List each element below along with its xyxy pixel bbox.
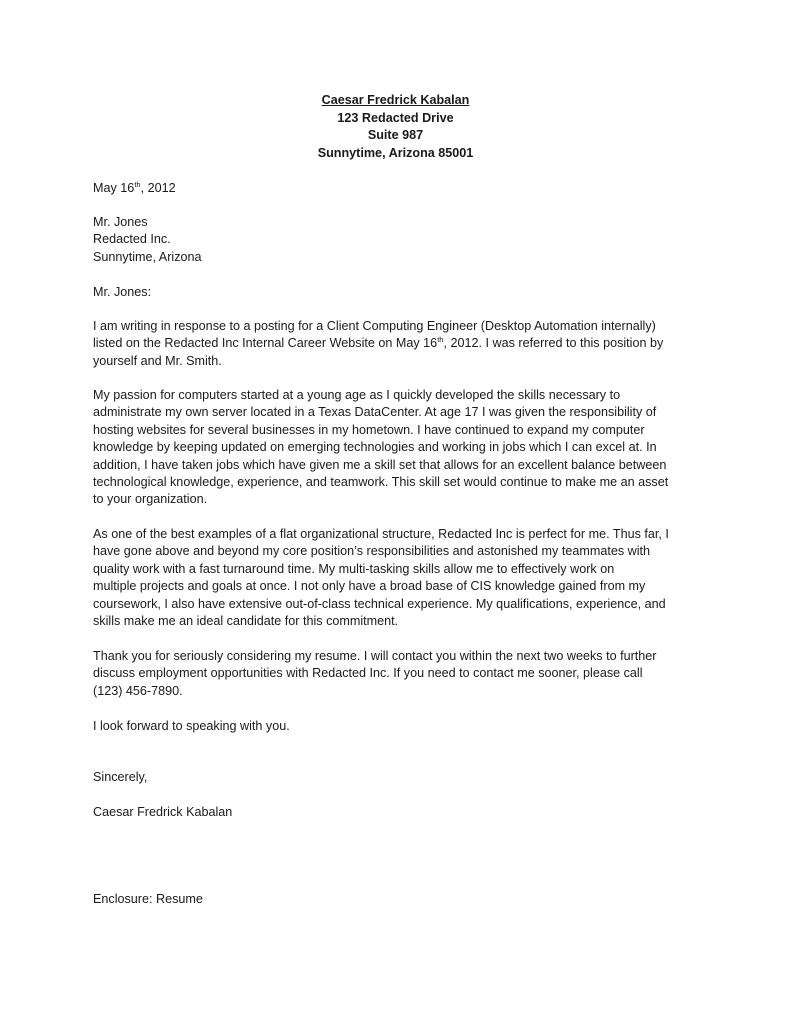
sender-city: Sunnytime, Arizona 85001: [317, 145, 474, 160]
paragraph-line: (123) 456-7890.: [93, 683, 183, 698]
paragraph-line: hosting websites for several businesses in my hometown. I have continued to expand my computer: [93, 422, 645, 437]
paragraph-line: discuss employment opportunities with Redacted Inc. If you need to contact me sooner, please call: [93, 666, 643, 681]
paragraph-line: My passion for computers started at a young age as I quickly developed the skills necessary to: [93, 388, 621, 402]
date-suffix: th: [134, 179, 141, 189]
paragraph-line: quality work with a fast turnaround time. My multi-tasking skills allow me to effectively work on: [93, 561, 615, 576]
closing-line: I look forward to speaking with you.: [93, 719, 290, 733]
recipient-name: Mr. Jones: [93, 215, 148, 229]
enclosure-note: Enclosure: Resume: [93, 892, 203, 906]
paragraph-line: technological knowledge, experience, and teamwork. This skill set would continue to make me an asset: [93, 475, 669, 490]
date-month-day: May 16: [93, 181, 135, 195]
paragraph-passion: [93, 387, 703, 509]
recipient-location: Sunnytime, Arizona: [93, 250, 202, 264]
paragraph-line: administrate my own server located in a Texas DataCenter. At age 17 I was given the responsibility of: [93, 405, 657, 420]
sender-street: 123 Redacted Drive: [337, 110, 454, 125]
paragraph-text: listed on the Redacted Inc Internal Career Website on May 16: [93, 336, 438, 351]
sender-suite: Suite 987: [367, 128, 424, 142]
paragraph-line: As one of the best examples of a flat organizational structure, Redacted Inc is perfect for me. Thus far, I: [93, 527, 669, 541]
paragraph-intro: [93, 318, 703, 370]
ordinal-suffix: th: [437, 335, 444, 345]
date-year: , 2012: [140, 181, 176, 195]
paragraph-line: addition, I have taken jobs which have given me a skill set that allows for an excellent balance between: [93, 457, 667, 472]
recipient-company: Redacted Inc.: [93, 232, 171, 246]
paragraph-line: coursework, I also have extensive out-of-class technical experience. My qualifications, experience, and: [93, 596, 666, 611]
valediction: Sincerely,: [93, 770, 148, 784]
paragraph-line: yourself and Mr. Smith.: [93, 353, 222, 368]
paragraph-line: I am writing in response to a posting for a Client Computing Engineer (Desktop Automation internally): [93, 319, 656, 333]
paragraph-line: multiple projects and goals at once. I not only have a broad base of CIS knowledge gained from my: [93, 579, 646, 594]
paragraph-thanks: [93, 648, 703, 700]
paragraph-line: Thank you for seriously considering my resume. I will contact you within the next two weeks to further: [93, 649, 657, 663]
paragraph-line: have gone above and beyond my core position’s responsibilities and astonished my teammates with: [93, 544, 651, 559]
salutation: Mr. Jones:: [93, 285, 152, 299]
paragraph-text: , 2012. I was referred to this position by: [443, 336, 664, 351]
signature-name: Caesar Fredrick Kabalan: [93, 805, 233, 819]
letter-date: [93, 180, 176, 197]
paragraph-line: knowledge by keeping updated on emerging technologies and working in jobs which I can excel at. In: [93, 440, 657, 455]
paragraph-line: to your organization.: [93, 492, 208, 507]
paragraph-line: skills make me an ideal candidate for this commitment.: [93, 614, 399, 629]
paragraph-line: [93, 335, 703, 352]
sender-name: Caesar Fredrick Kabalan: [321, 93, 470, 107]
letterhead: [0, 92, 791, 162]
paragraph-organization: [93, 526, 703, 630]
